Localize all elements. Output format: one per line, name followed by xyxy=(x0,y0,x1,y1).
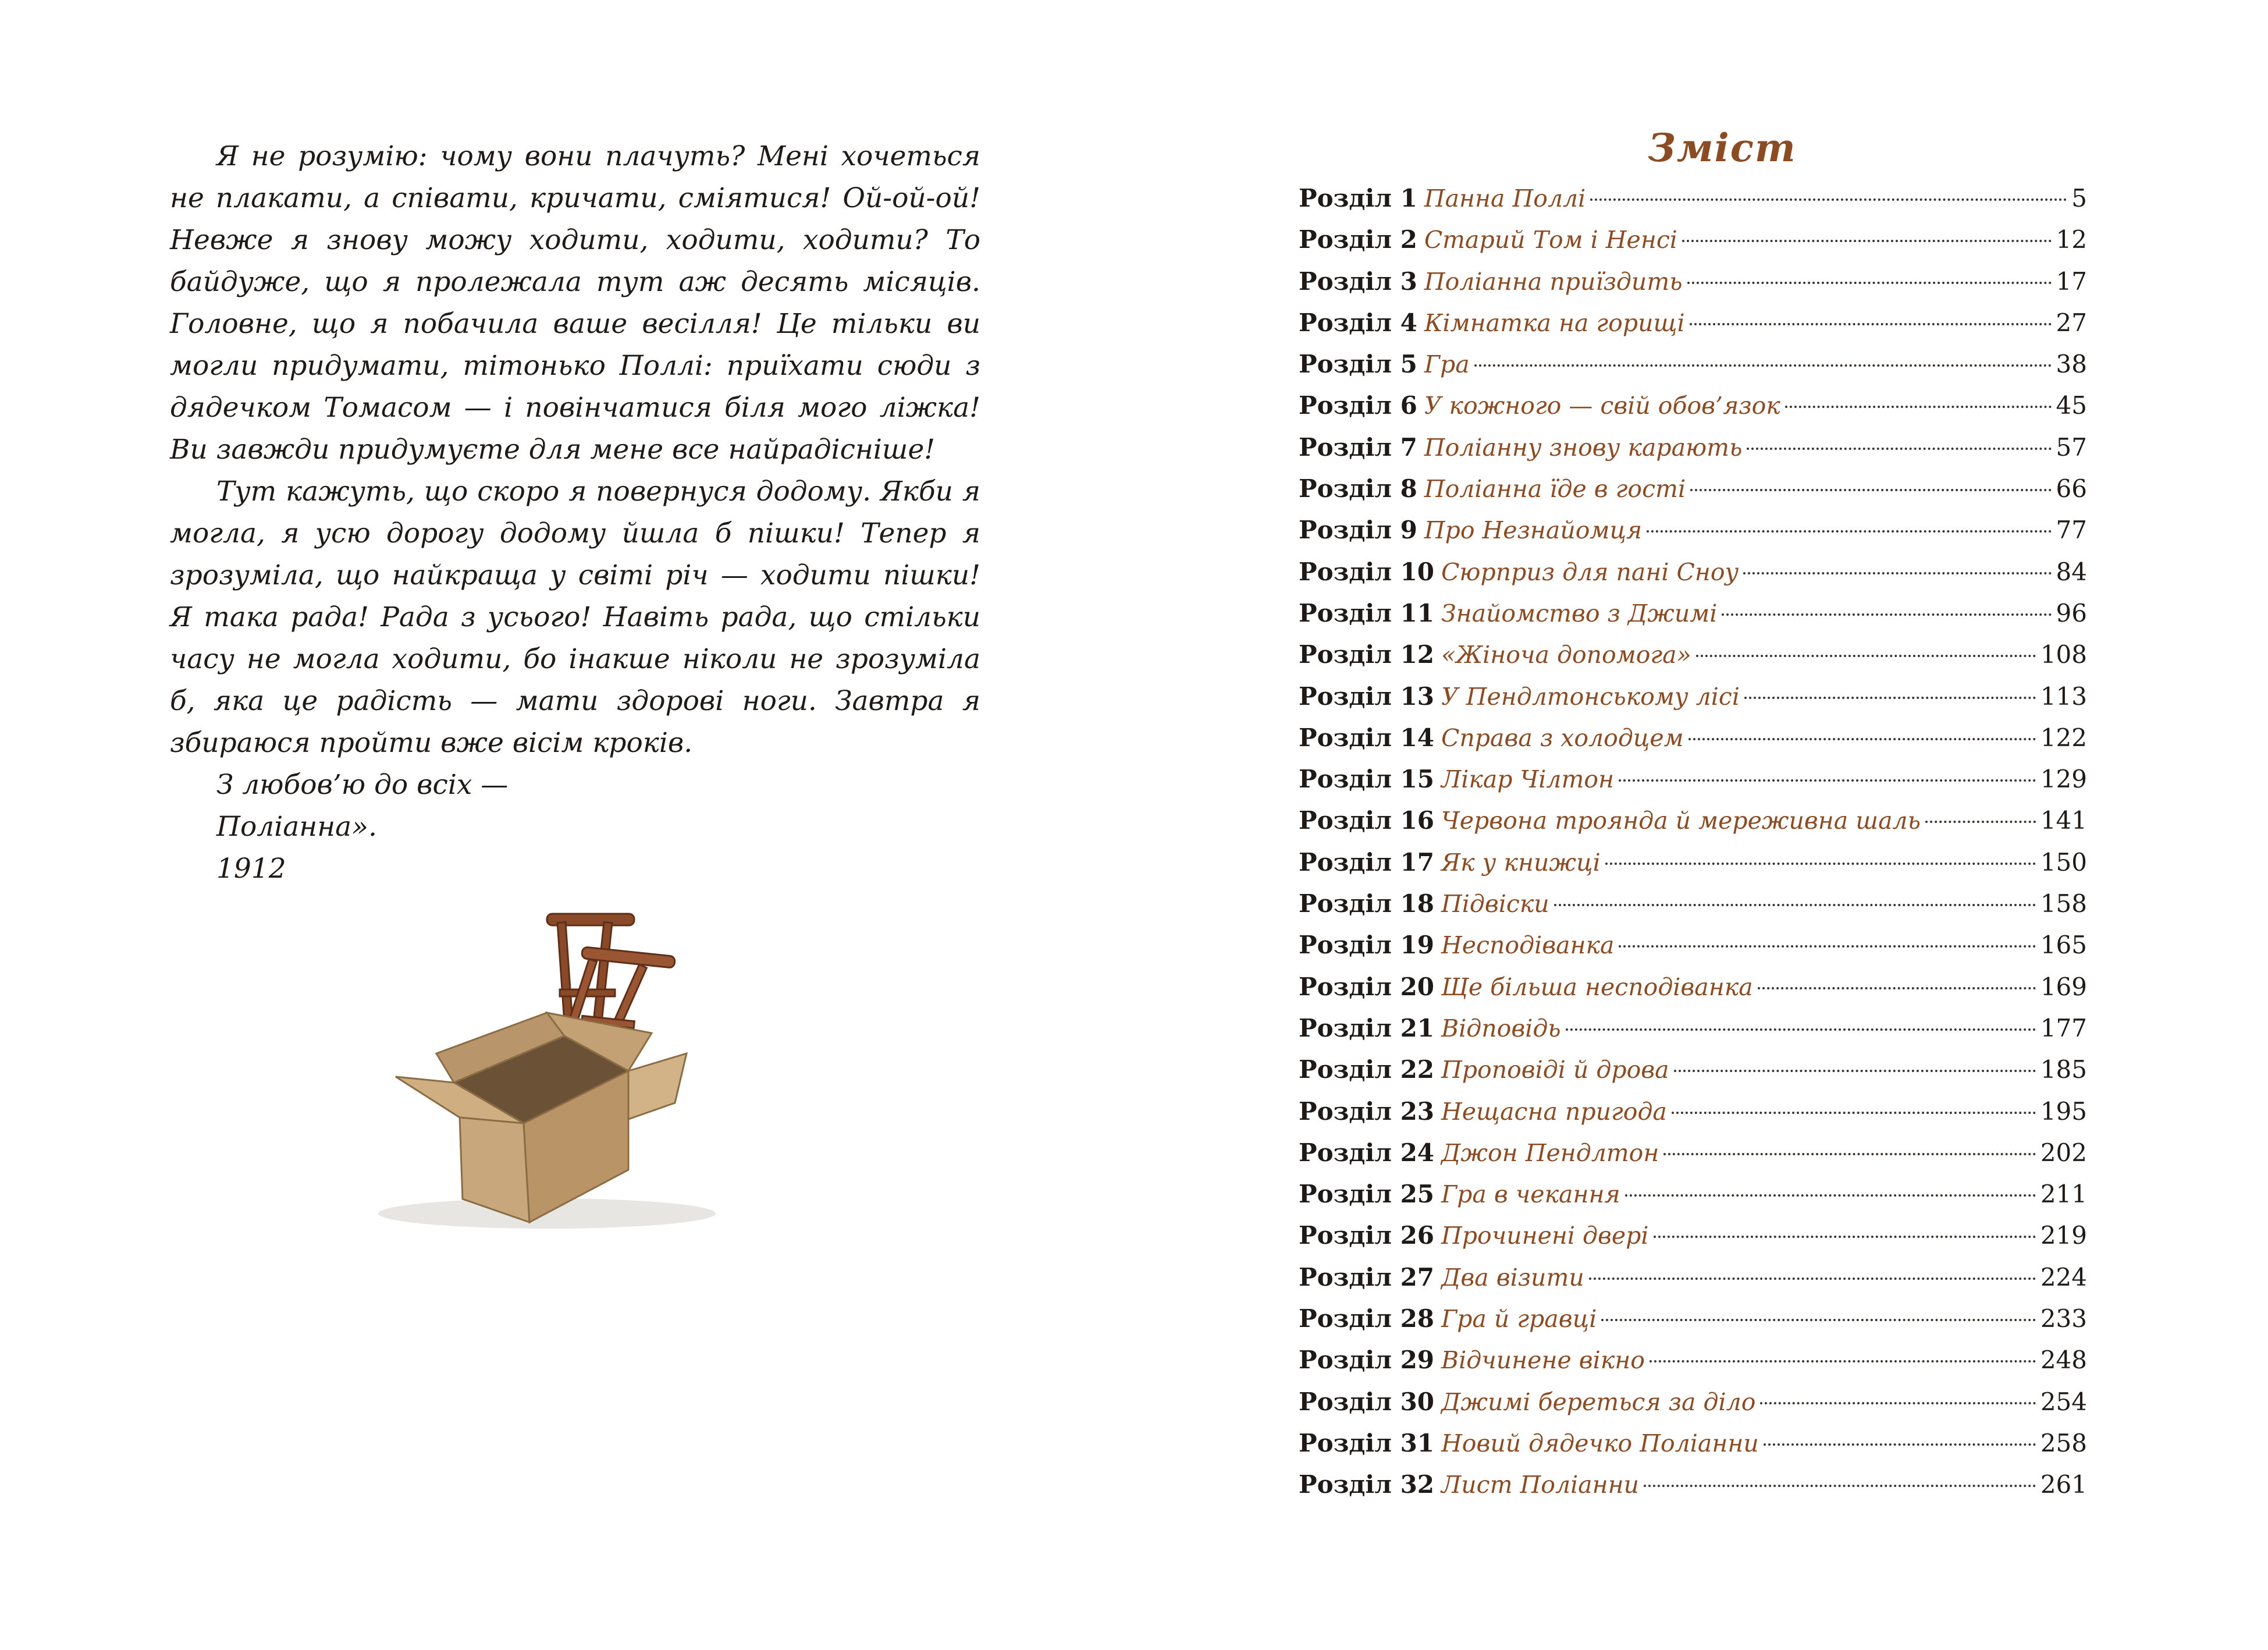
toc-chapter-number: Розділ 6 xyxy=(1299,391,1417,420)
toc-chapter-title: Новий дядечко Поліанни xyxy=(1441,1429,1759,1457)
toc-chapter-title: Джимі береться за діло xyxy=(1441,1388,1756,1416)
toc-chapter-number: Розділ 24 xyxy=(1299,1138,1435,1167)
toc-page-number: 77 xyxy=(2056,516,2087,545)
toc-title: Зміст xyxy=(1648,125,1797,171)
toc-page-number: 158 xyxy=(2040,889,2087,918)
toc-chapter-number: Розділ 7 xyxy=(1299,432,1417,462)
toc-leader-dots xyxy=(1743,572,2051,574)
toc-chapter-title: Нещасна пригода xyxy=(1441,1097,1667,1126)
toc-entry[interactable] xyxy=(1299,1388,2087,1429)
toc-leader-dots xyxy=(1760,1402,2035,1404)
toc-leader-dots xyxy=(1619,779,2036,782)
toc-leader-dots xyxy=(1566,1028,2036,1031)
toc-page-number: 254 xyxy=(2040,1387,2087,1416)
toc-entry[interactable] xyxy=(1299,1014,2087,1055)
toc-chapter-title: Проповіді й дрова xyxy=(1441,1056,1669,1084)
toc-leader-dots xyxy=(1474,364,2052,367)
toc-chapter-number: Розділ 28 xyxy=(1299,1304,1435,1333)
toc-page-number: 108 xyxy=(2040,640,2087,669)
toc-chapter-number: Розділ 3 xyxy=(1299,267,1417,296)
toc-entry[interactable] xyxy=(1299,308,2087,350)
toc-entry[interactable] xyxy=(1299,1304,2087,1346)
toc-entry[interactable] xyxy=(1299,1180,2087,1221)
toc-entry[interactable] xyxy=(1299,1055,2087,1097)
toc-page-number: 12 xyxy=(2056,225,2087,254)
toc-leader-dots xyxy=(1925,821,2036,823)
toc-chapter-title: Прочинені двері xyxy=(1441,1222,1649,1250)
toc-page-number: 258 xyxy=(2040,1428,2087,1457)
toc-leader-dots xyxy=(1687,282,2052,284)
toc-chapter-number: Розділ 1 xyxy=(1299,184,1417,212)
toc-entry[interactable] xyxy=(1299,1429,2087,1470)
toc-chapter-title: Панна Поллі xyxy=(1424,184,1586,212)
toc-leader-dots xyxy=(1688,738,2036,740)
toc-leader-dots xyxy=(1663,1153,2035,1155)
toc-leader-dots xyxy=(1601,1319,2035,1321)
toc-chapter-number: Розділ 22 xyxy=(1299,1055,1435,1084)
toc-chapter-title: Сюрприз для пані Сноу xyxy=(1441,558,1739,586)
toc-chapter-number: Розділ 5 xyxy=(1299,350,1417,379)
toc-chapter-number: Розділ 16 xyxy=(1299,806,1435,835)
toc-entry[interactable] xyxy=(1299,391,2087,432)
toc-chapter-title: Старий Том і Ненсі xyxy=(1424,226,1677,254)
toc-entry[interactable] xyxy=(1299,1263,2087,1304)
table-of-contents xyxy=(1299,184,2087,1512)
toc-chapter-number: Розділ 20 xyxy=(1299,972,1435,1001)
toc-page-number: 113 xyxy=(2040,682,2087,711)
toc-page-number: 169 xyxy=(2040,972,2087,1001)
toc-entry[interactable] xyxy=(1299,889,2087,931)
toc-leader-dots xyxy=(1605,863,2036,865)
toc-leader-dots xyxy=(1672,1112,2036,1114)
toc-entry[interactable] xyxy=(1299,599,2087,640)
toc-page-number: 233 xyxy=(2040,1304,2087,1333)
toc-leader-dots xyxy=(1722,613,2051,616)
toc-page-number: 185 xyxy=(2040,1055,2087,1084)
toc-leader-dots xyxy=(1764,1443,2036,1446)
toc-entry[interactable] xyxy=(1299,931,2087,972)
toc-chapter-number: Розділ 12 xyxy=(1299,640,1435,669)
toc-chapter-number: Розділ 23 xyxy=(1299,1097,1435,1126)
toc-page-number: 211 xyxy=(2040,1180,2087,1209)
toc-leader-dots xyxy=(1744,697,2036,699)
toc-chapter-title: Ще більша несподіванка xyxy=(1441,973,1753,1001)
toc-chapter-title: Справа з холодцем xyxy=(1441,723,1684,752)
toc-chapter-title: Про Незнайомця xyxy=(1424,516,1643,545)
letter-paragraph-2: Тут кажуть, що скоро я повернуся додому. Якби я могла, я усю дорогу додому йшла б пішки! Тепер я зрозуміла, що найкраща у світі річ — ходити пішки! Я така рада! Рада з усього! Навіть рада, що стільки часу не могла ходити, бо інакше ніколи не зрозуміла б, яка це радість — мати здорові ноги. Завтра я збираюся пройти вже вісім кроків. xyxy=(170,476,980,759)
toc-entry[interactable] xyxy=(1299,1138,2087,1180)
toc-chapter-number: Розділ 17 xyxy=(1299,847,1435,877)
toc-chapter-number: Розділ 14 xyxy=(1299,723,1435,752)
toc-chapter-title: Як у книжці xyxy=(1441,848,1601,877)
toc-chapter-title: Гра xyxy=(1424,350,1470,379)
toc-page-number: 177 xyxy=(2040,1013,2087,1042)
toc-leader-dots xyxy=(1758,987,2036,989)
toc-leader-dots xyxy=(1747,448,2051,450)
toc-chapter-number: Розділ 30 xyxy=(1299,1387,1435,1416)
letter-text xyxy=(170,136,980,890)
toc-page-number: 45 xyxy=(2056,391,2087,420)
toc-leader-dots xyxy=(1554,904,2036,906)
toc-entry[interactable] xyxy=(1299,640,2087,682)
toc-chapter-number: Розділ 25 xyxy=(1299,1180,1435,1209)
toc-page-number: 122 xyxy=(2040,723,2087,752)
toc-entry[interactable] xyxy=(1299,433,2087,474)
toc-leader-dots xyxy=(1644,1485,2036,1487)
toc-chapter-number: Розділ 29 xyxy=(1299,1346,1435,1375)
toc-chapter-number: Розділ 26 xyxy=(1299,1221,1435,1250)
toc-chapter-number: Розділ 10 xyxy=(1299,557,1435,586)
toc-entry[interactable] xyxy=(1299,1346,2087,1387)
toc-chapter-title: Відповідь xyxy=(1441,1014,1561,1042)
toc-chapter-title: Знайомство з Джимі xyxy=(1441,599,1718,627)
toc-page-number: 84 xyxy=(2056,557,2087,586)
toc-leader-dots xyxy=(1590,198,2067,201)
toc-leader-dots xyxy=(1690,489,2051,491)
toc-entry[interactable] xyxy=(1299,1097,2087,1138)
toc-chapter-title: Несподіванка xyxy=(1441,931,1615,960)
toc-chapter-title: Поліанну знову карають xyxy=(1424,433,1743,462)
toc-chapter-title: «Жіноча допомога» xyxy=(1441,641,1691,669)
toc-chapter-title: Відчинене вікно xyxy=(1441,1346,1645,1375)
letter-closing: З любов’ю до всіх — xyxy=(216,769,509,801)
toc-leader-dots xyxy=(1589,1278,2036,1280)
toc-leader-dots xyxy=(1690,323,2052,325)
toc-chapter-title: Гра в чекання xyxy=(1441,1180,1620,1209)
toc-entry[interactable] xyxy=(1299,184,2087,225)
toc-chapter-title: Підвіски xyxy=(1441,890,1549,918)
toc-page-number: 66 xyxy=(2056,474,2087,503)
toc-page-number: 17 xyxy=(2056,267,2087,296)
toc-page-number: 27 xyxy=(2056,308,2087,337)
toc-chapter-title: У Пендлтонському лісі xyxy=(1441,682,1740,711)
toc-entry[interactable] xyxy=(1299,267,2087,308)
toc-page-number: 195 xyxy=(2040,1097,2087,1126)
toc-entry[interactable] xyxy=(1299,474,2087,516)
toc-chapter-title: Червона троянда й мереживна шаль xyxy=(1441,807,1921,835)
toc-entry[interactable] xyxy=(1299,723,2087,765)
toc-entry[interactable] xyxy=(1299,350,2087,391)
toc-page-number: 219 xyxy=(2040,1221,2087,1250)
toc-chapter-number: Розділ 18 xyxy=(1299,889,1435,918)
toc-leader-dots xyxy=(1619,945,2035,948)
letter-year: 1912 xyxy=(216,853,286,885)
toc-chapter-number: Розділ 27 xyxy=(1299,1262,1435,1291)
toc-chapter-title: Гра й гравці xyxy=(1441,1305,1597,1333)
toc-chapter-title: Лікар Чілтон xyxy=(1441,765,1615,794)
toc-page-number: 57 xyxy=(2056,432,2087,462)
toc-leader-dots xyxy=(1625,1194,2036,1197)
toc-chapter-number: Розділ 32 xyxy=(1299,1470,1435,1499)
toc-page-number: 165 xyxy=(2040,931,2087,960)
toc-chapter-number: Розділ 4 xyxy=(1299,308,1417,337)
toc-chapter-title: У кожного — свій обов’язок xyxy=(1424,392,1780,420)
toc-chapter-number: Розділ 9 xyxy=(1299,516,1417,545)
toc-chapter-title: Джон Пендлтон xyxy=(1441,1138,1659,1167)
toc-leader-dots xyxy=(1696,655,2036,657)
crutches-in-box-icon xyxy=(372,896,721,1234)
toc-page-number: 141 xyxy=(2040,806,2087,835)
toc-chapter-title: Лист Поліанни xyxy=(1441,1471,1640,1499)
toc-leader-dots xyxy=(1647,530,2051,533)
toc-entry[interactable] xyxy=(1299,225,2087,267)
toc-leader-dots xyxy=(1650,1360,2036,1362)
toc-chapter-number: Розділ 15 xyxy=(1299,765,1435,794)
toc-page-number: 150 xyxy=(2040,847,2087,877)
toc-page-number: 38 xyxy=(2056,350,2087,379)
toc-leader-dots xyxy=(1674,1070,2036,1072)
toc-entry[interactable] xyxy=(1299,516,2087,557)
toc-entry[interactable] xyxy=(1299,765,2087,806)
toc-chapter-number: Розділ 21 xyxy=(1299,1013,1435,1042)
toc-page-number: 248 xyxy=(2040,1346,2087,1375)
toc-leader-dots xyxy=(1654,1236,2036,1238)
toc-chapter-title: Поліанна їде в гості xyxy=(1424,475,1686,503)
toc-entry[interactable] xyxy=(1299,1221,2087,1262)
toc-page-number: 5 xyxy=(2071,184,2087,212)
toc-chapter-title: Поліанна приїздить xyxy=(1424,267,1683,296)
toc-leader-dots xyxy=(1682,240,2052,242)
toc-leader-dots xyxy=(1785,406,2052,408)
toc-chapter-number: Розділ 13 xyxy=(1299,682,1435,711)
toc-entry[interactable] xyxy=(1299,682,2087,723)
toc-page-number: 202 xyxy=(2040,1138,2087,1167)
toc-chapter-number: Розділ 2 xyxy=(1299,225,1417,254)
toc-chapter-number: Розділ 8 xyxy=(1299,474,1417,503)
toc-entry[interactable] xyxy=(1299,806,2087,847)
toc-page-number: 261 xyxy=(2040,1470,2087,1499)
toc-chapter-title: Кімнатка на горищі xyxy=(1424,308,1685,337)
toc-entry[interactable] xyxy=(1299,1470,2087,1511)
toc-page-number: 96 xyxy=(2056,598,2087,627)
toc-chapter-title: Два візити xyxy=(1441,1263,1584,1291)
toc-chapter-number: Розділ 11 xyxy=(1299,598,1435,627)
toc-page-number: 129 xyxy=(2040,765,2087,794)
toc-chapter-number: Розділ 31 xyxy=(1299,1428,1435,1457)
toc-chapter-number: Розділ 19 xyxy=(1299,931,1435,960)
letter-paragraph-1: Я не розумію: чому вони плачуть? Мені хочеться не плакати, а співати, кричати, сміятися! Ой-ой-ой! Невже я знову можу ходити, ходити, ходити? То байдуже, що я пролежала тут аж десять місяців. Головне, що я побачила ваше весілля! Це тільки ви могли придумати, тітонько Поллі: приїхати сюди з дядечком Томасом — і повінчатися біля мого ліжка! Ви завжди придумуєте для мене все найрадісніше! xyxy=(170,140,980,466)
toc-entry[interactable] xyxy=(1299,558,2087,599)
letter-signature: Поліанна». xyxy=(216,811,377,843)
toc-page-number: 224 xyxy=(2040,1262,2087,1291)
toc-entry[interactable] xyxy=(1299,848,2087,889)
toc-entry[interactable] xyxy=(1299,973,2087,1014)
